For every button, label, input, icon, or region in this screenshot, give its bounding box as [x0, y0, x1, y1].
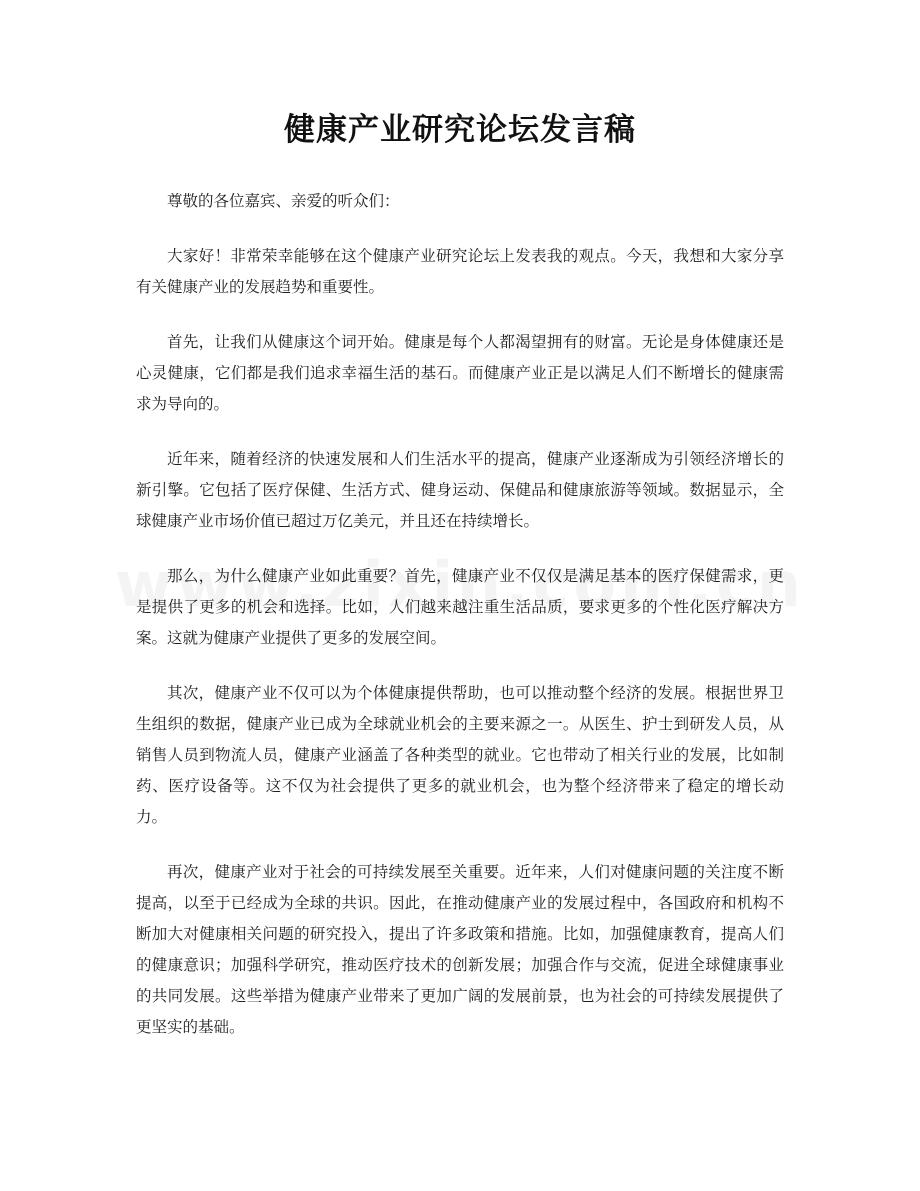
paragraph-recent-years: 近年来，随着经济的快速发展和人们生活水平的提高，健康产业逐渐成为引领经济增长的新引擎。它包括了医疗保健、生活方式、健身运动、保健品和健康旅游等领域。数据显示，全球健康产业市场价值已超过万亿美元，并且还在持续增长。	[136, 450, 784, 530]
paragraph-greeting: 大家好！非常荣幸能够在这个健康产业研究论坛上发表我的观点。今天，我想和大家分享有关健康产业的发展趋势和重要性。	[136, 247, 784, 296]
document-body	[136, 186, 784, 1067]
paragraph-first-point: 首先，让我们从健康这个词开始。健康是每个人都渴望拥有的财富。无论是身体健康还是心灵健康，它们都是我们追求幸福生活的基石。而健康产业正是以满足人们不断增长的健康需求为导向的。	[136, 333, 784, 413]
document-title: 健康产业研究论坛发言稿	[284, 112, 636, 148]
paragraph-salutation: 尊敬的各位嘉宾、亲爱的听众们：	[167, 192, 400, 210]
paragraph-why-important: 那么，为什么健康产业如此重要？首先，健康产业不仅仅是满足基本的医疗保健需求，更是提供了更多的机会和选择。比如，人们越来越注重生活品质，要求更多的个性化医疗解决方案。这就为健康产业提供了更多的发展空间。	[136, 567, 784, 647]
paragraph-second-point: 其次，健康产业不仅可以为个体健康提供帮助，也可以推动整个经济的发展。根据世界卫生组织的数据，健康产业已成为全球就业机会的主要来源之一。从医生、护士到研发人员，从销售人员到物流人员，健康产业涵盖了各种类型的就业。它也带动了相关行业的发展，比如制药、医疗设备等。这不仅为社会提供了更多的就业机会，也为整个经济带来了稳定的增长动力。	[136, 684, 784, 826]
paragraph-third-point: 再次，健康产业对于社会的可持续发展至关重要。近年来，人们对健康问题的关注度不断提高，以至于已经成为全球的共识。因此，在推动健康产业的发展过程中，各国政府和机构不断加大对健康相关问题的研究投入，提出了许多政策和措施。比如，加强健康教育，提高人们的健康意识；加强科学研究，推动医疗技术的创新发展；加强合作与交流，促进全球健康事业的共同发展。这些举措为健康产业带来了更加广阔的发展前景，也为社会的可持续发展提供了更坚实的基础。	[136, 863, 784, 1036]
